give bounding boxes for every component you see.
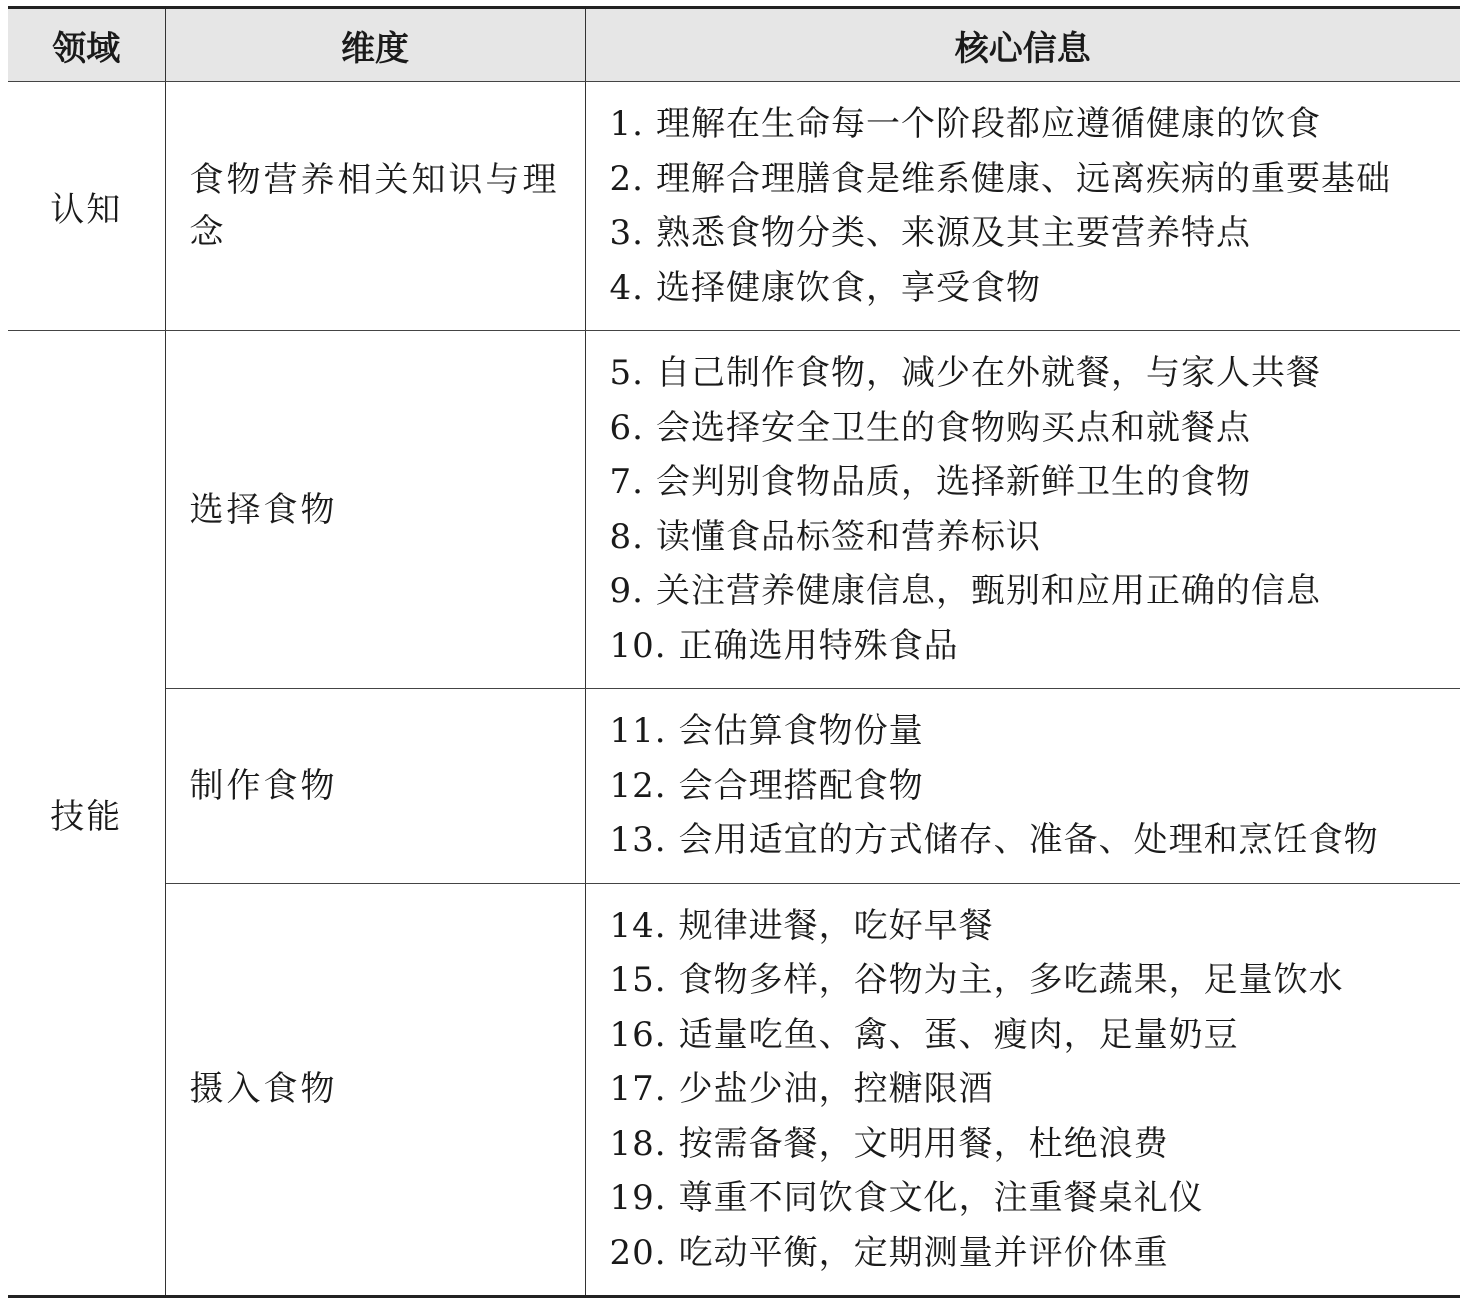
- domain-cell-cognition: 认知: [8, 82, 165, 331]
- item-text: 食物多样，谷物为主，多吃蔬果，足量饮水: [678, 960, 1344, 1000]
- core-info-item: [610, 953, 1461, 1008]
- item-number: 7.: [609, 462, 644, 502]
- item-text: 会判别食物品质，选择新鲜卫生的食物: [655, 462, 1251, 502]
- core-info-cell: [585, 883, 1460, 1297]
- item-number: 14.: [609, 905, 667, 946]
- item-text: 按需备餐，文明用餐，杜绝浪费: [678, 1123, 1169, 1164]
- header-row: [8, 8, 1460, 82]
- core-info-item: [610, 899, 1461, 954]
- table-row: [8, 82, 1460, 331]
- dimension-cell: 摄入食物: [165, 883, 585, 1297]
- item-number: 20.: [609, 1232, 667, 1273]
- core-info-item: [610, 401, 1461, 456]
- item-number: 17.: [609, 1069, 667, 1109]
- item-text: 会估算食物份量: [678, 711, 924, 751]
- dimension-cell: 选择食物: [165, 331, 585, 689]
- item-text: 读懂食品标签和营养标识: [655, 516, 1041, 557]
- item-text: 理解在生命每一个阶段都应遵循健康的饮食: [655, 104, 1321, 144]
- core-info-item: [610, 152, 1461, 207]
- core-info-item: [610, 564, 1461, 619]
- header-core-info: 核心信息: [585, 8, 1460, 82]
- nutrition-literacy-table: [8, 6, 1460, 1298]
- item-number: 8.: [609, 516, 644, 557]
- header-domain: 领域: [8, 8, 165, 82]
- core-info-item: [610, 1171, 1461, 1226]
- item-number: 4.: [609, 267, 644, 308]
- core-info-item: [610, 455, 1461, 510]
- item-text: 选择健康饮食，享受食物: [655, 267, 1041, 308]
- item-text: 吃动平衡，定期测量并评价体重: [678, 1232, 1169, 1273]
- nutrition-literacy-table-wrapper: [8, 6, 1460, 1298]
- item-text: 规律进餐，吃好早餐: [678, 905, 994, 946]
- core-info-cell: [585, 689, 1460, 884]
- core-info-item: [610, 510, 1461, 565]
- table-header: [8, 8, 1460, 82]
- item-number: 10.: [609, 625, 667, 666]
- core-info-item: [610, 1062, 1461, 1117]
- item-number: 5.: [609, 353, 644, 393]
- domain-cell-skills: 技能: [8, 331, 165, 1297]
- item-text: 适量吃鱼、禽、蛋、瘦肉，足量奶豆: [678, 1014, 1239, 1055]
- item-text: 自己制作食物，减少在外就餐，与家人共餐: [655, 353, 1321, 393]
- item-text: 正确选用特殊食品: [678, 625, 959, 666]
- item-text: 关注营养健康信息，甄别和应用正确的信息: [655, 571, 1321, 611]
- header-dimension: 维度: [165, 8, 585, 82]
- item-text: 理解合理膳食是维系健康、远离疾病的重要基础: [655, 158, 1391, 199]
- item-number: 2.: [609, 158, 644, 199]
- item-number: 6.: [609, 407, 644, 448]
- core-info-item: [610, 1226, 1461, 1281]
- item-text: 少盐少油，控糖限酒: [678, 1069, 994, 1109]
- core-info-item: [610, 704, 1461, 759]
- item-number: 3.: [609, 213, 644, 253]
- core-info-item: [610, 619, 1461, 674]
- table-row: [8, 331, 1460, 689]
- core-info-item: [610, 97, 1461, 152]
- core-info-item: [610, 813, 1461, 868]
- item-number: 16.: [609, 1014, 667, 1055]
- item-text: 会选择安全卫生的食物购买点和就餐点: [655, 407, 1251, 448]
- dimension-cell: 食物营养相关知识与理念: [165, 82, 585, 331]
- core-info-cell: [585, 82, 1460, 331]
- item-number: 12.: [609, 765, 667, 806]
- core-info-item: [610, 1008, 1461, 1063]
- core-info-item: [610, 1117, 1461, 1172]
- item-number: 1.: [609, 104, 644, 144]
- core-info-item: [610, 206, 1461, 261]
- item-number: 19.: [609, 1178, 667, 1218]
- item-text: 熟悉食物分类、来源及其主要营养特点: [655, 213, 1251, 253]
- item-text: 会合理搭配食物: [678, 765, 924, 806]
- item-number: 11.: [609, 711, 667, 751]
- table-row: [8, 883, 1460, 1297]
- core-info-cell: [585, 331, 1460, 689]
- dimension-cell: 制作食物: [165, 689, 585, 884]
- item-number: 13.: [609, 820, 667, 860]
- item-number: 9.: [609, 571, 644, 611]
- item-number: 15.: [609, 960, 667, 1000]
- table-row: [8, 689, 1460, 884]
- table-body: [8, 82, 1460, 1297]
- item-text: 会用适宜的方式储存、准备、处理和烹饪食物: [678, 820, 1379, 860]
- core-info-item: [610, 261, 1461, 316]
- item-number: 18.: [609, 1123, 667, 1164]
- core-info-item: [610, 346, 1461, 401]
- item-text: 尊重不同饮食文化，注重餐桌礼仪: [678, 1178, 1204, 1218]
- core-info-item: [610, 759, 1461, 814]
